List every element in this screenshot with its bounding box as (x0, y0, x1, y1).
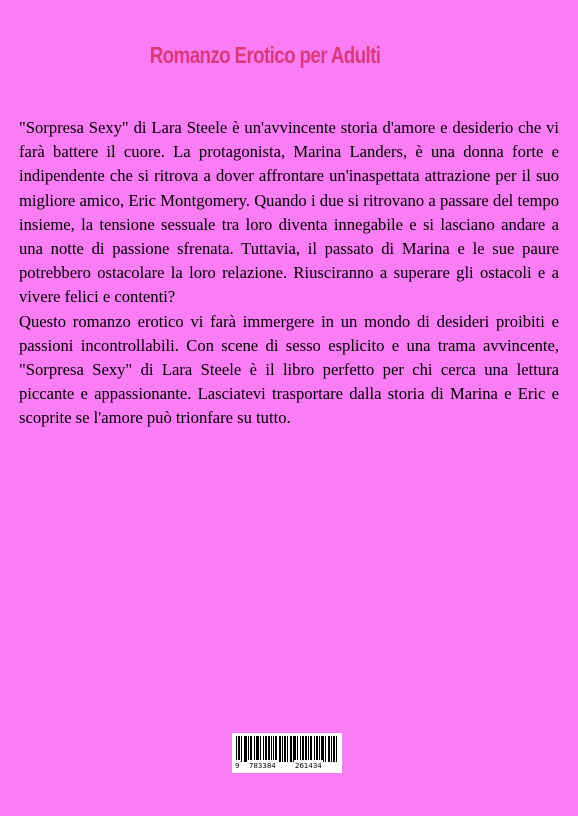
isbn-digit-prefix: 9 (235, 762, 240, 770)
book-category-heading: Romanzo Erotico per Adulti (149, 42, 381, 68)
description-paragraph-2: Questo romanzo erotico vi farà immergere in un mondo di desideri proibiti e passioni incontrollabili. Con scene di sesso esplicito e una trama avvincente, "Sorpresa Sexy" di Lara Steele è il libro perfetto per chi cerca una lettura piccante e appassionante. Lasciatevi trasportare dalla storia di Marina e Eric e scoprite se l'amore può trionfare su tutto. (19, 311, 559, 428)
isbn-barcode (232, 733, 342, 773)
description-paragraph-1: "Sorpresa Sexy" di Lara Steele è un'avvincente storia d'amore e desiderio che vi farà battere il cuore. La protagonista, Marina Landers, è una donna forte e indipendente che si ritrova a dover affrontare un'inaspettata attrazione per il suo migliore amico, Eric Montgomery. Quando i due si ritrovano a passare del tempo insieme, la tensione sessuale tra loro diventa innegabile e si lasciano andare a una notte di passione sfrenata. Tuttavia, il passato di Marina e le sue paure potrebbero ostacolare la loro relazione. Riusciranno a superare gli ostacoli e a vivere felici e contenti? (19, 118, 559, 307)
book-description (19, 116, 559, 431)
isbn-digit-group-2: 261434 (295, 762, 322, 770)
isbn-digit-group-1: 783384 (249, 762, 276, 770)
isbn-digits (232, 760, 342, 772)
